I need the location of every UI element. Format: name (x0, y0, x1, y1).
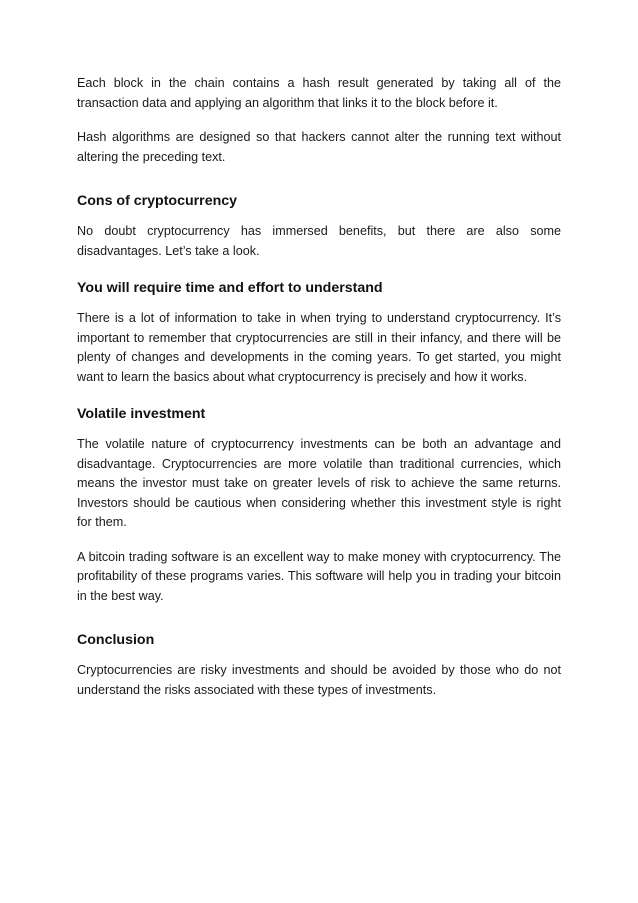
heading-volatile-investment: Volatile investment (77, 406, 206, 422)
paragraph-hash-result: Each block in the chain contains a hash result generated by taking all of the transaction data and applying an algorithm that links it to the block before it. (77, 76, 561, 110)
paragraph-hash-algorithms: Hash algorithms are designed so that hackers cannot alter the running text without altering the preceding text. (77, 130, 561, 164)
paragraph-volatile-nature: The volatile nature of cryptocurrency investments can be both an advantage and disadvantage. Cryptocurrencies are more volatile than traditional currencies, which means the investor must take on greater levels of risk to achieve the same returns. Investors should be cautious when considering whether this investment style is right for them. (77, 437, 561, 529)
paragraph-cons-intro: No doubt cryptocurrency has immersed benefits, but there are also some disadvantages. Let’s take a look. (77, 224, 561, 258)
heading-time-and-effort: You will require time and effort to understand (77, 280, 383, 296)
paragraph-bitcoin-trading-software: A bitcoin trading software is an excellent way to make money with cryptocurrency. The profitability of these programs varies. This software will help you in trading your bitcoin in the best way. (77, 549, 561, 603)
heading-conclusion: Conclusion (77, 632, 155, 648)
paragraph-conclusion: Cryptocurrencies are risky investments and should be avoided by those who do not understand the risks associated with these types of investments. (77, 663, 561, 697)
document-page (77, 74, 561, 700)
heading-cons-of-cryptocurrency: Cons of cryptocurrency (77, 193, 238, 209)
paragraph-time-and-effort: There is a lot of information to take in when trying to understand cryptocurrency. It’s important to remember that cryptocurrencies are still in their infancy, and there will be plenty of changes and developments in the coming years. To get started, you might want to learn the basics about what cryptocurrency is precisely and how it works. (77, 311, 561, 384)
